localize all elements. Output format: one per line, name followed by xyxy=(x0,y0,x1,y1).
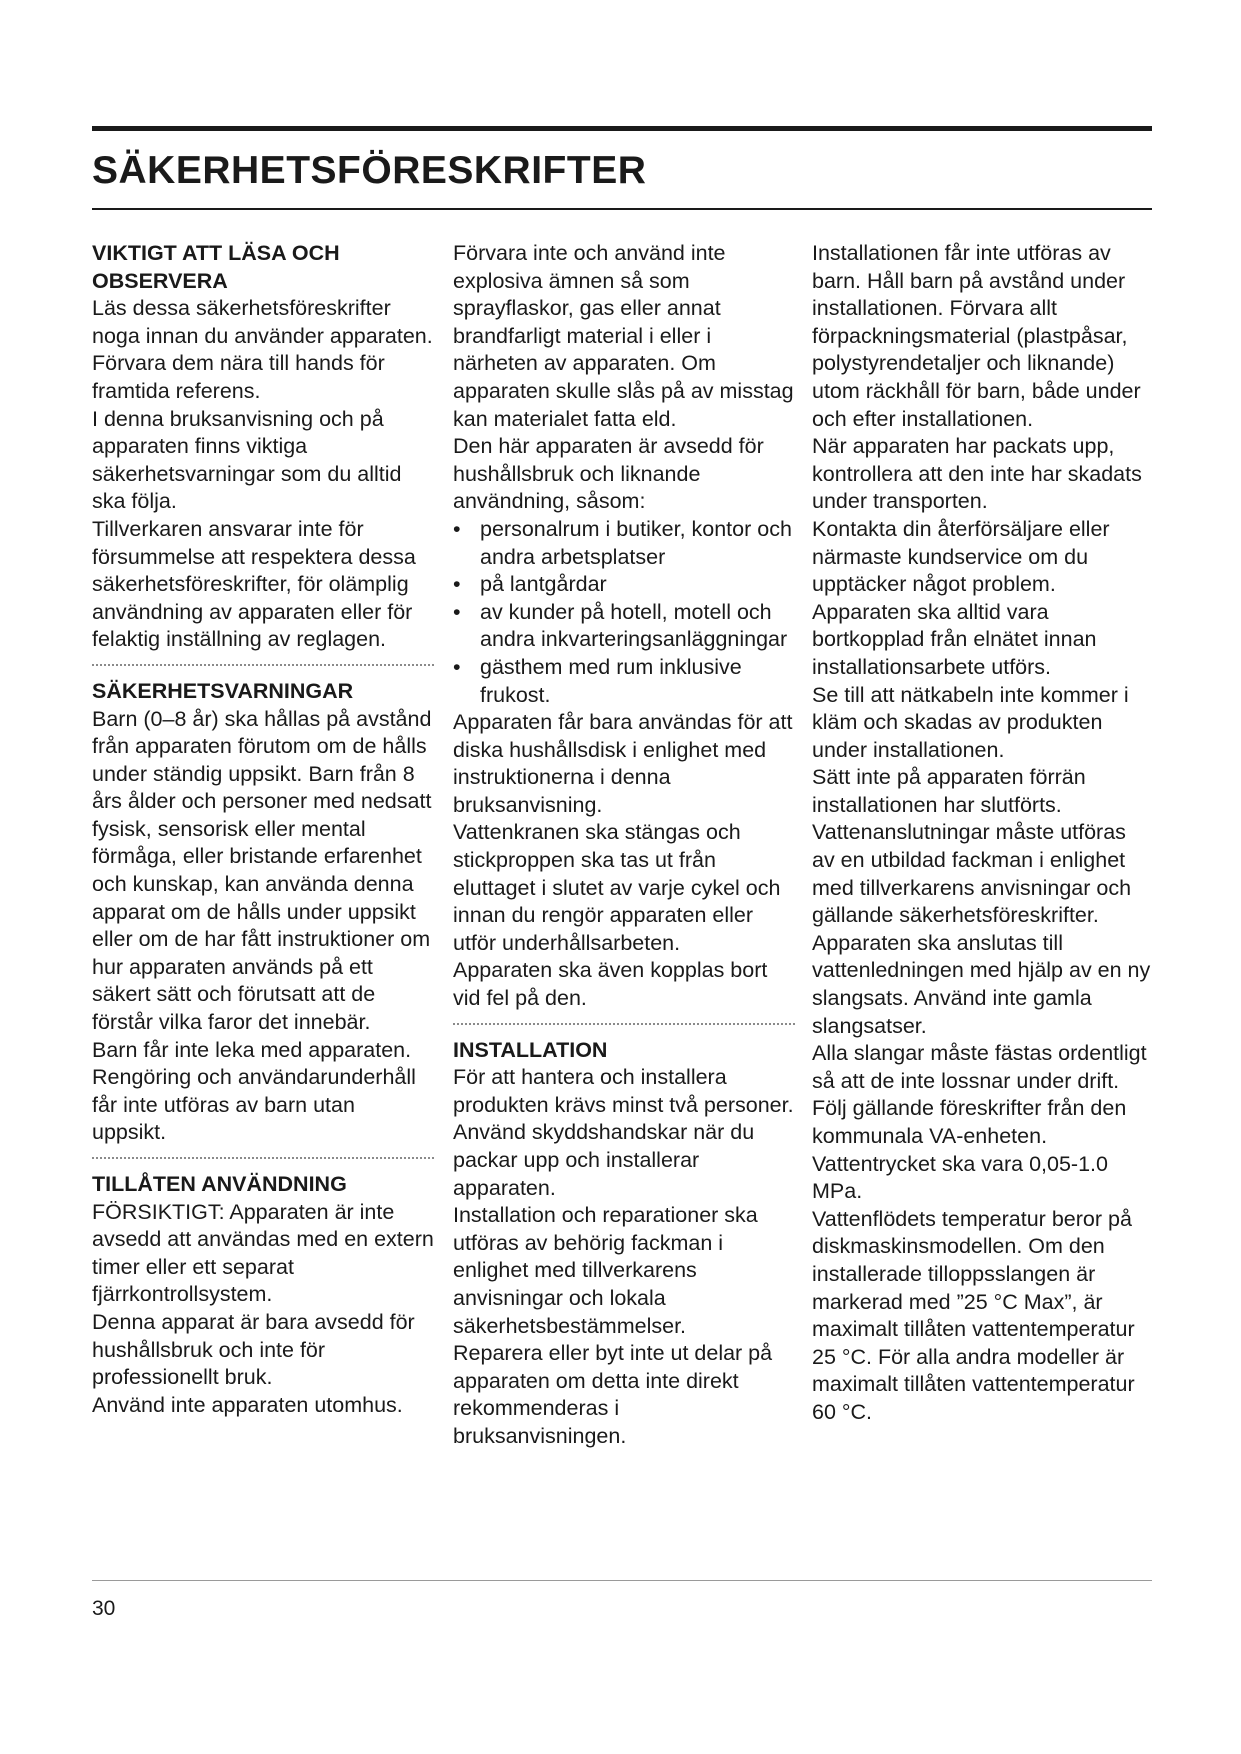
paragraph: Förvara dem nära till hands för framtida referens. xyxy=(92,351,385,403)
paragraph: För att hantera och installera produkten krävs minst två personer. Använd skyddshandskar när du packar upp och installerar apparaten. xyxy=(453,1065,794,1200)
bullet-icon: • xyxy=(453,599,461,624)
heading-permitted-use: TILLÅTEN ANVÄNDNING xyxy=(92,1172,347,1196)
paragraph: Apparaten ska anslutas till vattenledningen med hjälp av en ny slangsats. Använd inte gamla slangsatser. xyxy=(812,930,1151,1038)
list-item xyxy=(453,516,795,571)
list-item xyxy=(453,654,795,709)
usage-list xyxy=(453,516,795,709)
paragraph: FÖRSIKTIGT: Apparaten är inte avsedd att användas med en extern timer eller ett separat fjärrkontrollsystem. xyxy=(92,1199,434,1307)
list-item xyxy=(453,571,795,599)
list-item-text: personalrum i butiker, kontor och andra arbetsplatser xyxy=(480,516,792,569)
list-item-text: på lantgårdar xyxy=(480,572,607,597)
paragraph: Apparaten ska även kopplas bort vid fel på den. xyxy=(453,958,768,1011)
bullet-icon: • xyxy=(453,654,461,679)
column-3 xyxy=(812,240,1154,1427)
page-number: 30 xyxy=(92,1597,116,1620)
title-rule xyxy=(92,208,1152,210)
paragraph: Vattenkranen ska stängas och stickproppen ska tas ut från eluttaget i slutet av varje cykel och innan du rengör apparaten eller utför underhållsarbeten. xyxy=(453,820,781,955)
paragraph: Vattentrycket ska vara 0,05-1.0 MPa. xyxy=(812,1151,1108,1204)
bullet-icon: • xyxy=(453,572,461,597)
list-item-text: gästhem med rum inklusive frukost. xyxy=(480,654,742,707)
paragraph: I denna bruksanvisning och på apparaten finns viktiga säkerhetsvarningar som du alltid ska följa. xyxy=(92,406,402,514)
list-item xyxy=(453,599,795,654)
paragraph: Denna apparat är bara avsedd för hushållsbruk och inte för professionellt bruk. xyxy=(92,1309,415,1390)
paragraph: Se till att nätkabeln inte kommer i kläm och skadas av produkten under installationen. xyxy=(812,682,1129,762)
bullet-icon: • xyxy=(453,516,461,541)
paragraph: Alla slangar måste fästas ordentligt så att de inte lossnar under drift. xyxy=(812,1041,1147,1093)
column-2 xyxy=(453,240,795,1451)
dotted-separator xyxy=(92,1157,434,1159)
paragraph: Sätt inte på apparaten förrän installationen har slutförts. xyxy=(812,765,1086,817)
paragraph: Vattenanslutningar måste utföras av en utbildad fackman i enlighet med tillverkarens anvisningar och gällande säkerhetsföreskrifter. xyxy=(812,820,1132,928)
paragraph: Apparaten får bara användas för att diska hushållsdisk i enlighet med instruktionerna i denna bruksanvisning. xyxy=(453,710,793,817)
paragraph: Förvara inte och använd inte explosiva ämnen så som sprayflaskor, gas eller annat brandfarligt material i eller i närheten av apparaten. Om apparaten skulle slås på av misstag kan materialet fatta eld. xyxy=(453,241,794,431)
heading-safety-warnings: SÄKERHETSVARNINGAR xyxy=(92,678,354,703)
paragraph: Använd inte apparaten utomhus. xyxy=(92,1392,403,1417)
paragraph: Kontakta din återförsäljare eller närmaste kundservice om du upptäcker något problem. xyxy=(812,516,1110,597)
bottom-rule xyxy=(92,1580,1152,1581)
paragraph: Följ gällande föreskrifter från den kommunala VA-enheten. xyxy=(812,1096,1127,1148)
paragraph: Vattenflödets temperatur beror på diskmaskinsmodellen. Om den installerade tilloppsslangen är markerad med ”25 °C Max”, är maximalt tillåten vattentemperatur 25 °C. För alla andra modeller är maximalt tillåten vattentemperatur 60 °C. xyxy=(812,1206,1135,1424)
paragraph: Den här apparaten är avsedd för hushållsbruk och liknande användning, såsom: xyxy=(453,434,764,514)
page-title: SÄKERHETSFÖRESKRIFTER xyxy=(92,149,647,192)
column-1 xyxy=(92,240,434,1419)
paragraph: Läs dessa säkerhetsföreskrifter noga innan du använder apparaten. xyxy=(92,296,433,348)
heading-important: VIKTIGT ATT LÄSA OCH OBSERVERA xyxy=(92,241,340,293)
paragraph: Barn får inte leka med apparaten. Rengöring och användarunderhåll får inte utföras av barn utan uppsikt. xyxy=(92,1037,416,1145)
paragraph: Apparaten ska alltid vara bortkopplad från elnätet innan installationsarbete utförs. xyxy=(812,599,1097,679)
paragraph: När apparaten har packats upp, kontrollera att den inte har skadats under transporten. xyxy=(812,434,1142,514)
heading-installation: INSTALLATION xyxy=(453,1037,608,1062)
paragraph: Installationen får inte utföras av barn. Håll barn på avstånd under installationen. Förvara allt förpackningsmaterial (plastpåsar, polystyrendetaljer och liknande) utom räckhåll för barn, både under och efter installationen. xyxy=(812,241,1141,431)
paragraph: Installation och reparationer ska utföras av behörig fackman i enlighet med tillverkarens anvisningar och lokala säkerhetsbestämmelser. xyxy=(453,1203,758,1338)
paragraph: Tillverkaren ansvarar inte för försummelse att respektera dessa säkerhetsföreskrifter, för olämplig användning av apparaten eller för felaktig inställning av reglagen. xyxy=(92,516,416,652)
list-item-text: av kunder på hotell, motell och andra inkvarteringsanläggningar xyxy=(480,599,788,652)
dotted-separator xyxy=(92,664,434,666)
paragraph: Barn (0–8 år) ska hållas på avstånd från apparaten förutom om de hålls under ständig uppsikt. Barn från 8 års ålder och personer med nedsatt fysisk, sensorisk eller mental förmåga, eller bristande erfarenhet och kunskap, kan använda denna apparat om de hålls under uppsikt eller om de har fått instruktioner om hur apparaten används på ett säkert sätt och förutsatt att de förstår vilka faror det innebär. xyxy=(92,706,432,1035)
top-rule xyxy=(92,126,1152,131)
paragraph: Reparera eller byt inte ut delar på apparaten om detta inte direkt rekommenderas i bruksanvisningen. xyxy=(453,1341,773,1448)
dotted-separator xyxy=(453,1023,795,1025)
